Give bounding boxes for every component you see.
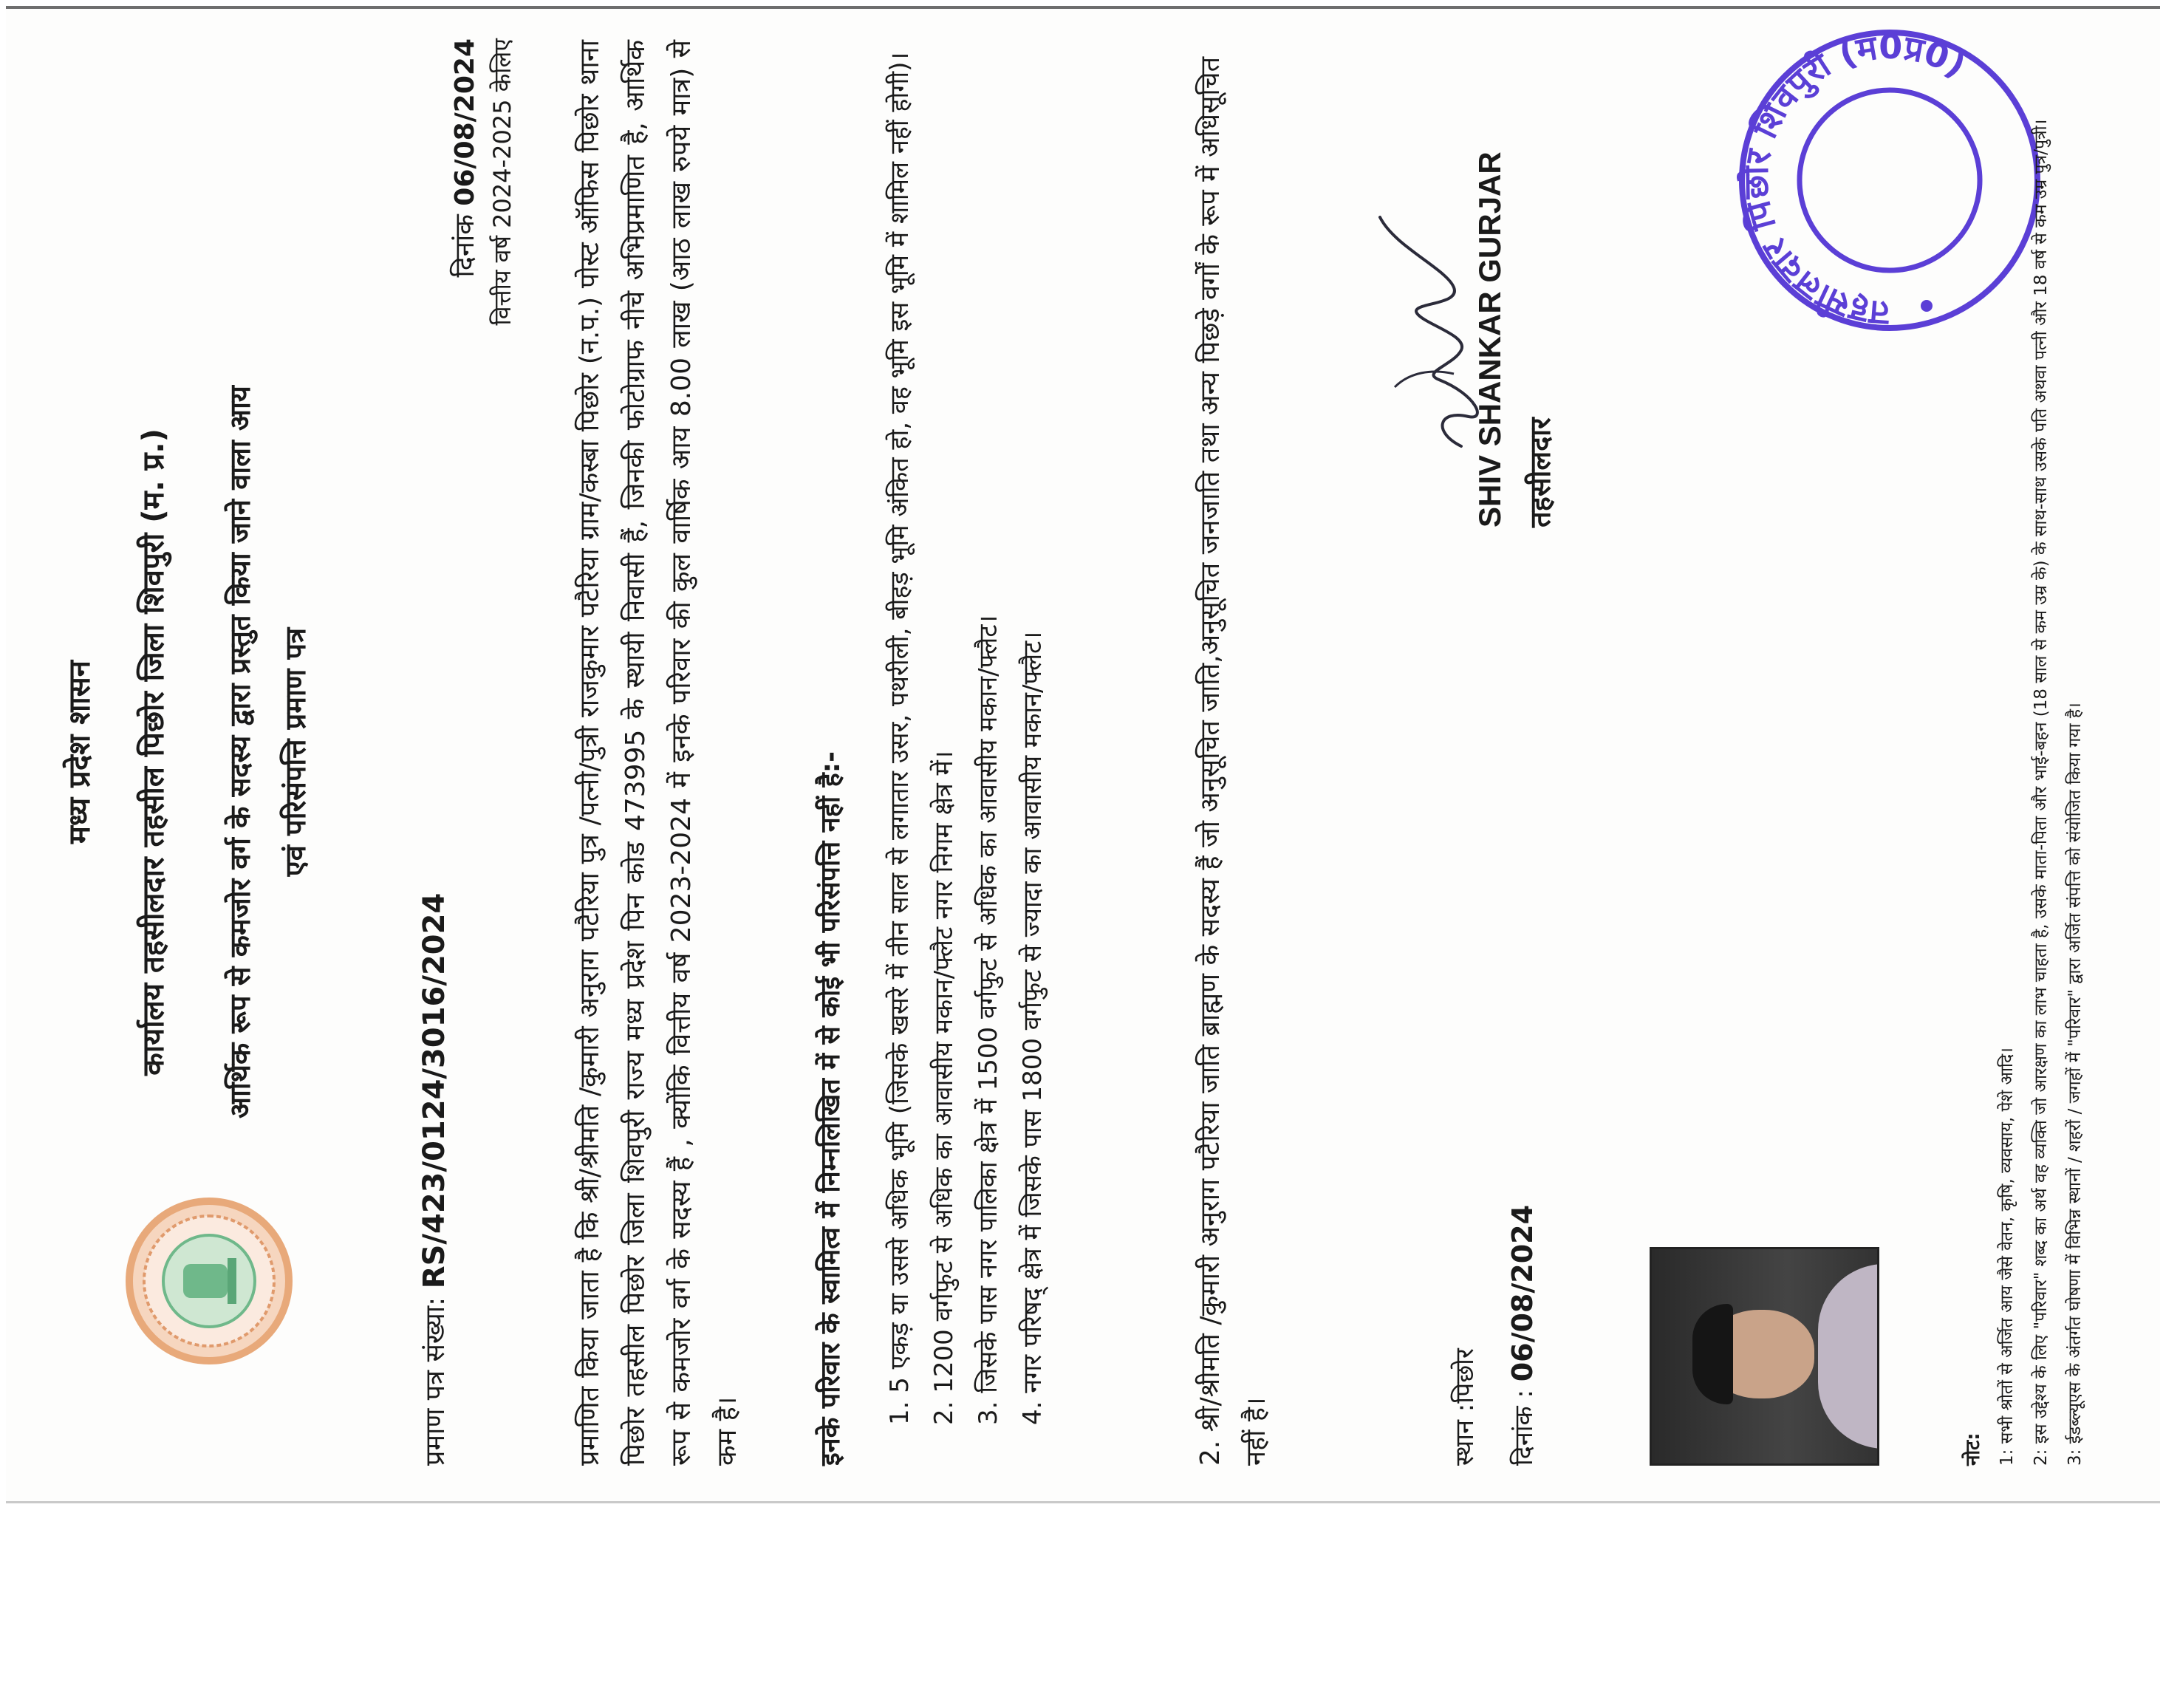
certificate-number-row — [416, 893, 452, 1466]
footer-date-label: दिनांक : — [1509, 1390, 1539, 1466]
note-line: 1: सभी श्रोतों से अर्जित आय जैसे वेतन, कृषि, व्यवसाय, पेशे आदि। — [1998, 1048, 2017, 1466]
assets-list — [878, 36, 1055, 1425]
scanned-certificate-page — [6, 6, 2160, 1503]
place: स्थान :पिछोर — [1450, 1348, 1480, 1466]
notes-section — [1956, 40, 2092, 1466]
assets-intro: इनके परिवार के स्वामित्व में निम्नलिखित में से कोई भी परिसंपत्ति नहीं है:- — [816, 751, 846, 1466]
financial-year: वित्तीय वर्ष 2024-2025 केलिए — [488, 38, 516, 326]
signer-title: तहसीलदार — [1524, 417, 1557, 527]
caste-paragraph: 2. श्री/श्रीमति /कुमारी अनुराग पटैरिया जाति ब्राह्मण के सदस्य हैं जो अनुसूचित जाति,अनुसूचित जनजाति तथा अन्य पिछड़े वर्गों के रूप में अधिसूचित नहीं है। — [1195, 56, 1271, 1466]
seal-text: तहसीलदार पिछोर शिवपुरी (म0प्र0) — [1735, 26, 1973, 335]
list-item: 2. 1200 वर्गफुट से अधिक का आवासीय मकान/फ्लैट नगर निगम क्षेत्र में। — [929, 751, 959, 1425]
footer-date-row — [1506, 1205, 1540, 1466]
certificate-number-label: प्रमाण पत्र संख्या: — [420, 1297, 451, 1466]
list-item: 4. नगर परिषद् क्षेत्र में जिसके पास 1800 वर्गफुट से ज्यादा का आवासीय मकान/फ्लैट। — [1018, 631, 1048, 1425]
notes-title: नोट: — [1962, 1432, 1984, 1466]
issue-date: 06/08/2024 — [450, 38, 480, 206]
list-item: 3. जिसके पास नगर पालिका क्षेत्र में 1500 वर्गफुट से अधिक का आवासीय मकान/फ्लैट। — [974, 615, 1003, 1425]
svg-text:तहसीलदार पिछोर शिवपुरी (म0प्र0 — [1736, 27, 1973, 335]
certification-paragraph: प्रमाणित किया जाता है कि श्री/श्रीमति /कुमारी अनुराग पटैरिया पुत्र /पत्नी/पुत्री राजकुमार पटैरिया ग्राम/कस्बा पिछोर (न.प.) पोस्ट ऑफिस पिछोर थाना पिछोर तहसील पिछोर जिला शिवपुरी राज्य मध्य प्रदेश पिन कोड 473995 के स्थायी निवासी हैं, जिनकी फोटोग्राफ नीचे अभिप्रमाणित है, आर्थिक रूप से कमजोर वर्ग के सदस्य हैं , क्योंकि वित्तीय वर्ष 2023-2024 में इनके परिवार की कुल वार्षिक आय 8.00 लाख (आठ लाख रुपये मात्र) से कम है। — [575, 40, 742, 1466]
certificate-number: RS/423/0124/3016/2024 — [417, 892, 451, 1289]
issue-date-label: दिनांक — [450, 214, 480, 278]
applicant-photo — [1650, 1247, 1879, 1466]
certificate-title-line1: आर्थिक रूप से कमजोर वर्ग के सदस्य द्वारा प्रस्तुत किया जाने वाला आय — [224, 386, 256, 1118]
signer-name: SHIV SHANKAR GURJAR — [1472, 151, 1507, 527]
certificate-title-line2: एवं परिसंपत्ति प्रमाण पत्र — [279, 627, 312, 877]
note-line: 2: इस उद्देश्य के लिए "परिवार" शब्द का अर्थ वह व्यक्ति जो आरक्षण का लाभ चाहता है, उसके माता-पिता और भाई-बहन (18 साल से कम उम्र के) के साथ-साथ उसके पति अथवा पत्नी और 18 वर्ष से कम उम्र पुत्र/पुत्री। — [2032, 119, 2051, 1466]
footer-date: 06/08/2024 — [1506, 1204, 1539, 1382]
office-heading: कार्यालय तहसीलदार तहसील पिछोर जिला शिवपुरी (म. प्र.) — [137, 428, 171, 1076]
issue-date-row — [445, 38, 482, 278]
govt-heading: मध्य प्रदेश शासन — [63, 660, 97, 844]
list-item: 1. 5 एकड़ या उससे अधिक भूमि (जिसके खसरे में तीन साल से लगातार उसर, पथरीली, बीहड़ भूमि अंकित हो, वह भूमि इस भूमि में शामिल नहीं होगी)। — [885, 52, 915, 1425]
certificate-document — [6, 9, 2148, 1495]
note-line: 3: ईडब्ल्यूएस के अंतर्गत घोषणा में विभिन्न स्थानों / शहरों / जगहों में "परिवार" द्वारा अर्जित संपत्ति को संयोजित किया गया है। — [2065, 703, 2085, 1466]
